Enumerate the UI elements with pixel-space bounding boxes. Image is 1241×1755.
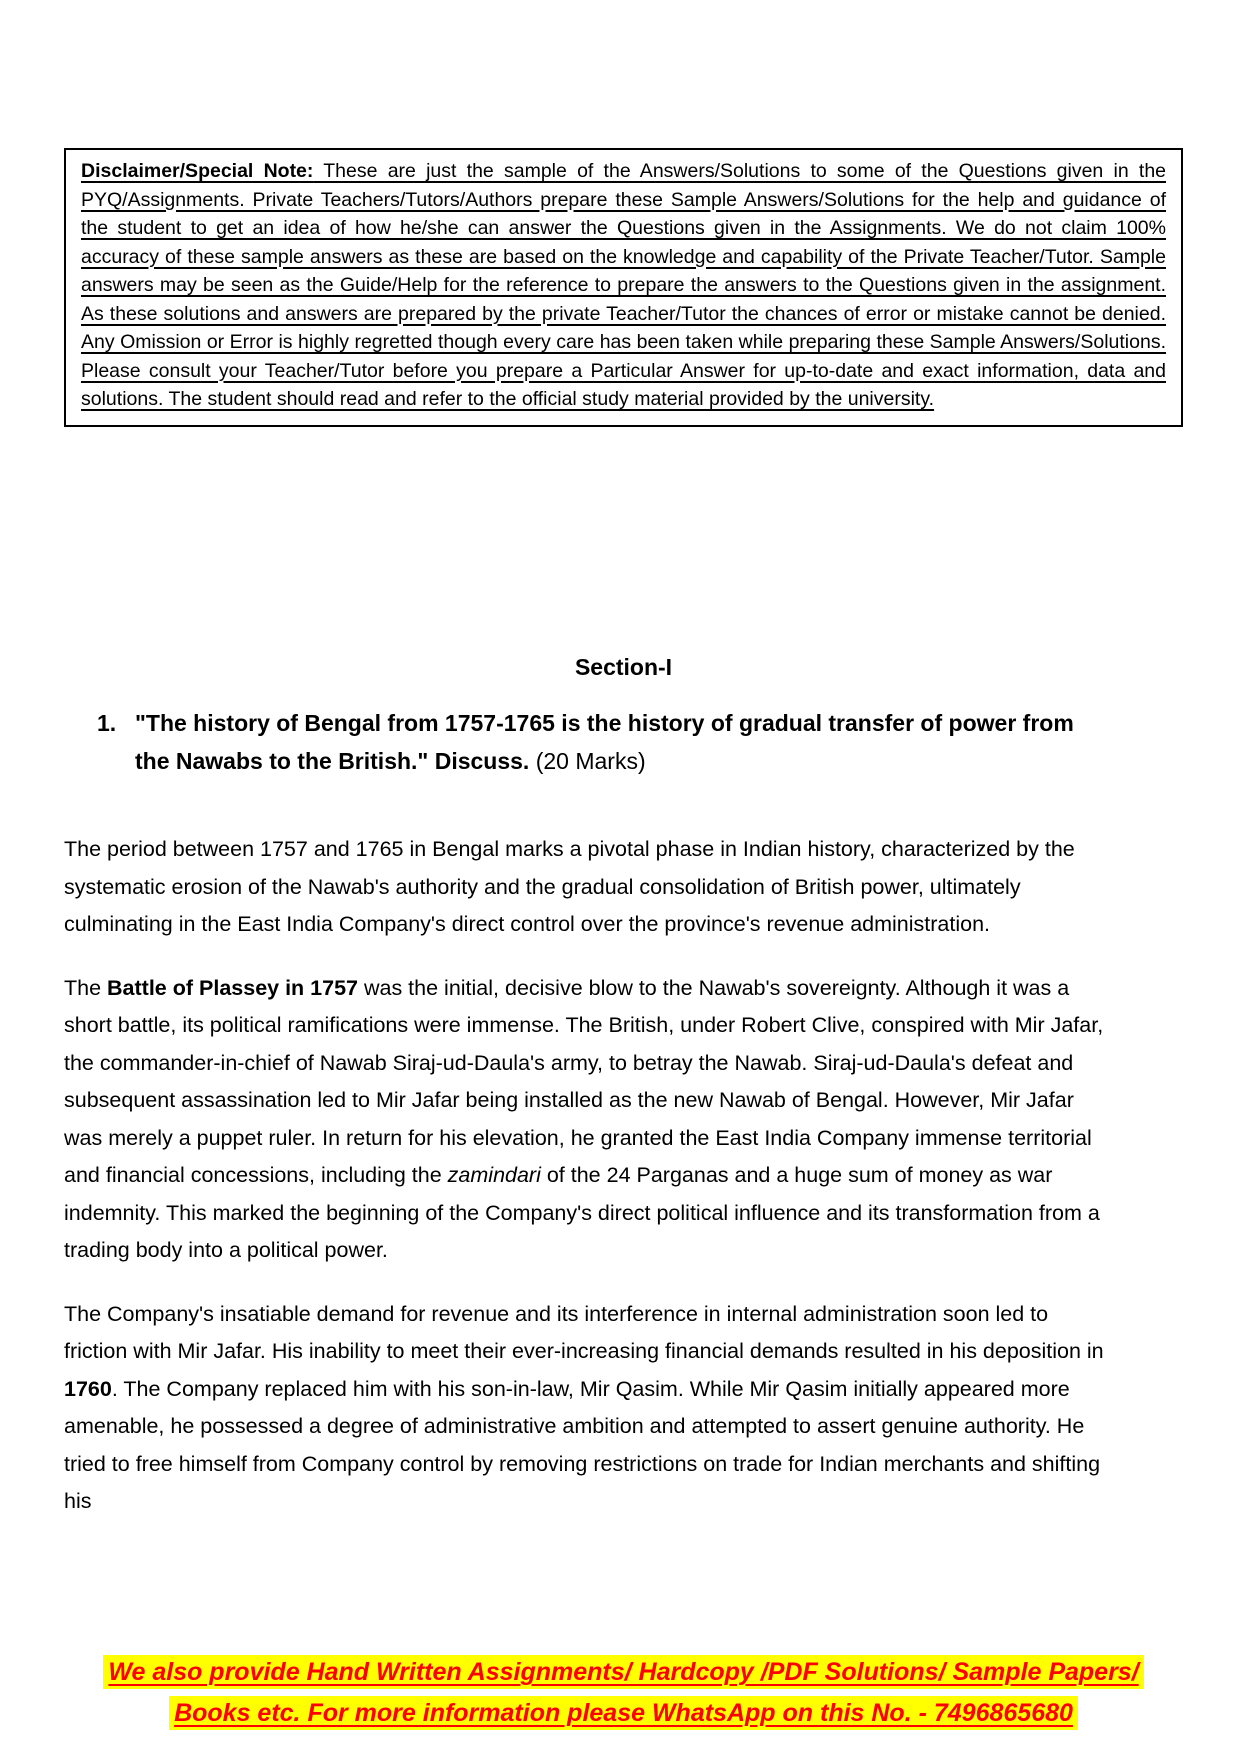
promo-footer-text-1: We also provide Hand Written Assignments/ Hardcopy /PDF Solutions/ Sample Papers/	[103, 1655, 1143, 1689]
question-1	[97, 704, 1085, 780]
question-bold-text: "The history of Bengal from 1757-1765 is the history of gradual transfer of power from the Nawabs to the British." Discuss.	[135, 710, 1074, 774]
answer-body	[64, 831, 1104, 1547]
disclaimer-box	[64, 148, 1183, 427]
disclaimer-text: These are just the sample of the Answers/Solutions to some of the Questions given in the PYQ/Assignments. Private Teachers/Tutors/Authors prepare these Sample Answers/Solutions for the help and guidance of the student to get an idea of how he/she can answer the Questions given in the Assignments. We do not claim 100% accuracy of these sample answers as these are based on the knowledge and capability of the Private Teacher/Tutor. Sample answers may be seen as the Guide/Help for the reference to prepare the answers to the Questions given in the assignment. As these solutions and answers are prepared by the private Teacher/Tutor the chances of error or mistake cannot be denied. Any Omission or Error is highly regretted though every care has been taken while preparing these Sample Answers/Solutions. Please consult your Teacher/Tutor before you prepare a Particular Answer for up-to-date and exact information, data and solutions. The student should read and refer to the official study material provided by the university.	[81, 160, 1167, 410]
promo-footer-text-2: Books etc. For more information please WhatsApp on this No. - 7496865680	[169, 1696, 1078, 1730]
section-heading: Section-I	[574, 654, 673, 680]
question-number: 1.	[97, 710, 117, 736]
answer-paragraph-3: The Company's insatiable demand for revenue and its interference in internal administration soon led to friction with Mir Jafar. His inability to meet their ever-increasing financial demands resulted in his deposition in 1760. The Company replaced him with his son-in-law, Mir Qasim. While Mir Qasim initially appeared more amenable, he possessed a degree of administrative ambition and attempted to assert genuine authority. He tried to free himself from Company control by removing restrictions on trade for Indian merchants and shifting his	[64, 1301, 1104, 1513]
question-text	[135, 704, 1085, 780]
answer-paragraph-1: The period between 1757 and 1765 in Bengal marks a pivotal phase in Indian history, characterized by the systematic erosion of the Nawab's authority and the gradual consolidation of British power, ultimately culminating in the East India Company's direct control over the province's revenue administration.	[64, 837, 1075, 936]
answer-paragraph-2: The Battle of Plassey in 1757 was the initial, decisive blow to the Nawab's sovereignty. Although it was a short battle, its political ramifications were immense. The British, under Robert Clive, conspired with Mir Jafar, the commander-in-chief of Nawab Siraj-ud-Daula's army, to betray the Nawab. Siraj-ud-Daula's defeat and subsequent assassination led to Mir Jafar being installed as the new Nawab of Bengal. However, Mir Jafar was merely a puppet ruler. In return for his elevation, he granted the East India Company immense territorial and financial concessions, including the zamindari of the 24 Parganas and a huge sum of money as war indemnity. This marked the beginning of the Company's direct political influence and its transformation from a trading body into a political power.	[64, 975, 1104, 1262]
question-marks: (20 Marks)	[529, 748, 646, 774]
promo-footer	[64, 1652, 1183, 1734]
disclaimer-label: Disclaimer/Special Note:	[81, 160, 314, 182]
promo-footer-line-1	[64, 1652, 1183, 1693]
promo-footer-line-2	[64, 1693, 1183, 1734]
